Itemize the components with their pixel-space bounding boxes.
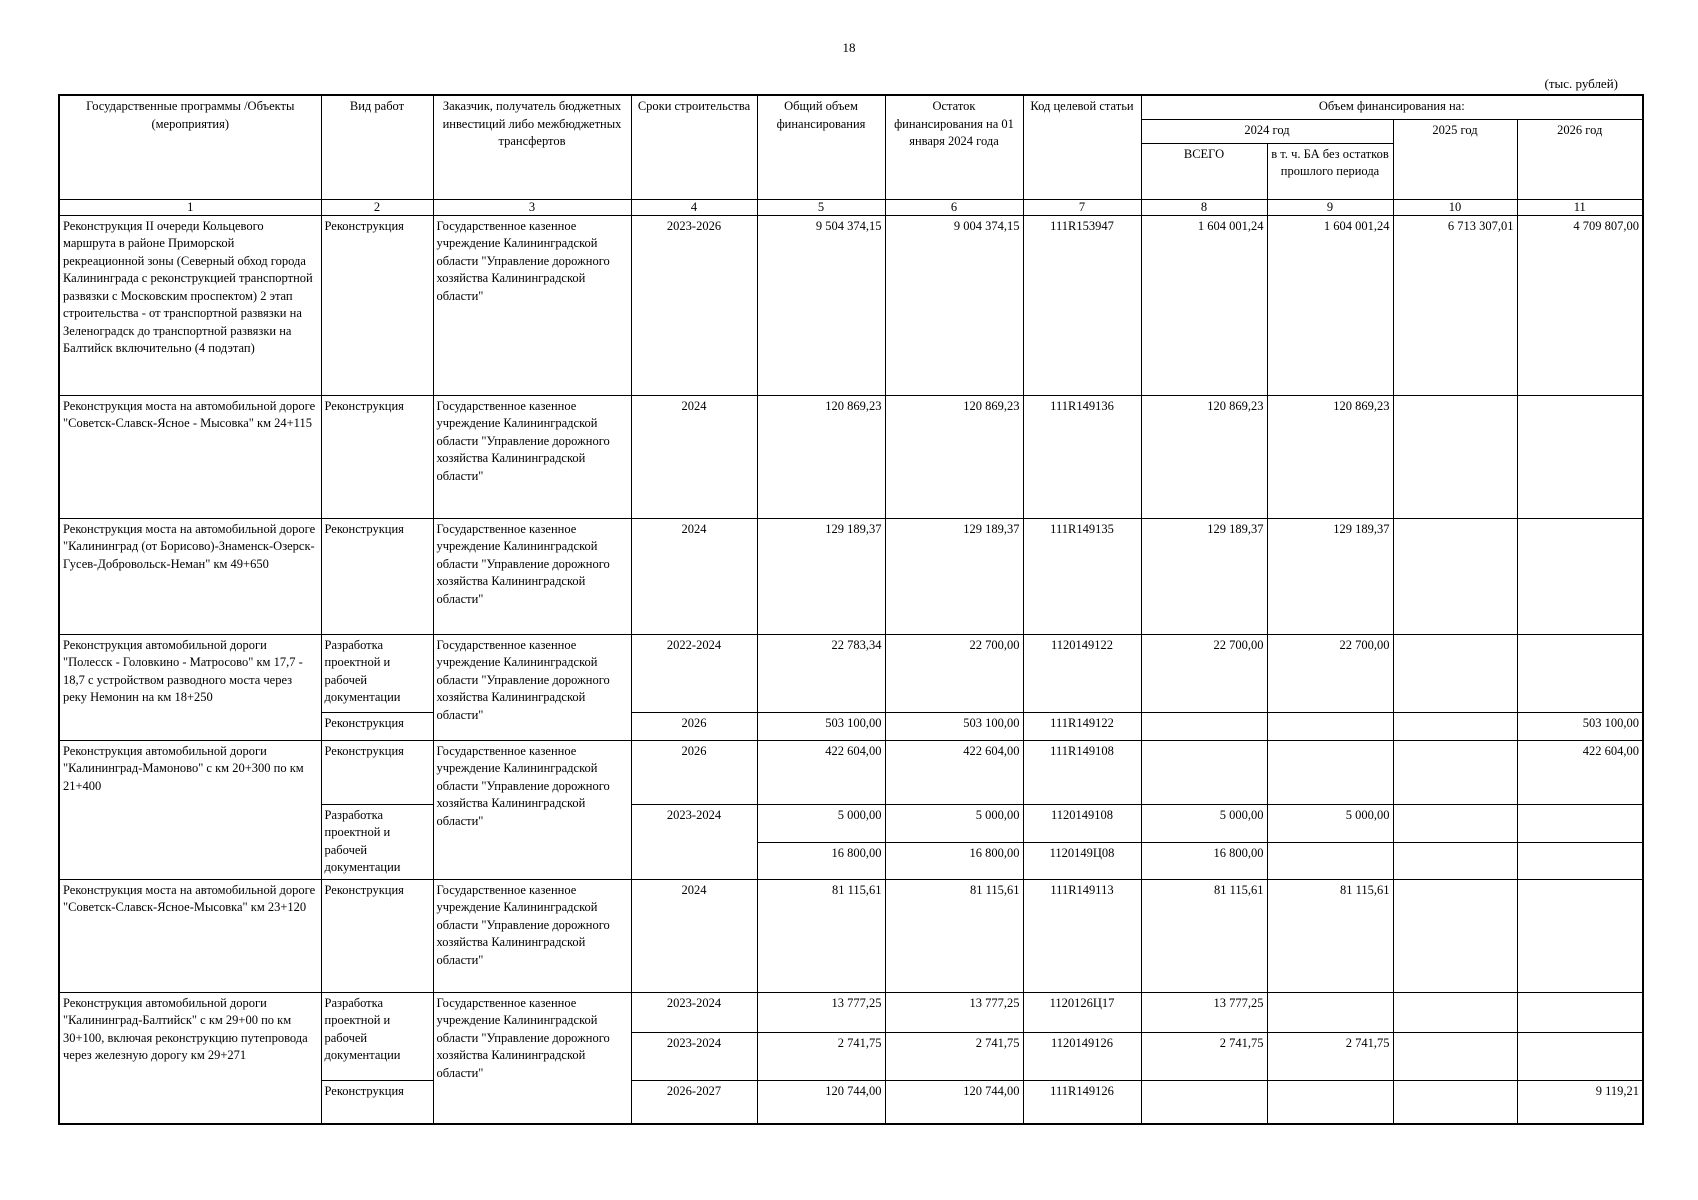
work-type: Разработка проектной и рабочей документации [321,634,433,712]
y2024-total: 129 189,37 [1141,518,1267,634]
work-type: Реконструкция [321,518,433,634]
y2025 [1393,712,1517,740]
total-financing: 5 000,00 [757,804,885,843]
object-name: Реконструкция моста на автомобильной дороге "Советск-Славск-Ясное - Мысовка" км 24+115 [59,395,321,518]
y2024-total: 81 115,61 [1141,879,1267,992]
work-type: Реконструкция [321,215,433,395]
header-programs: Государственные программы /Объекты (мероприятия) [59,95,321,199]
page-number: 18 [842,40,856,55]
header-code: Код целевой статьи [1023,95,1141,199]
period: 2023-2024 [631,1032,757,1080]
y2024-ba: 5 000,00 [1267,804,1393,843]
y2025: 6 713 307,01 [1393,215,1517,395]
y2024-total: 16 800,00 [1141,843,1267,880]
object-name: Реконструкция автомобильной дороги "Калининград-Балтийск" с км 29+00 по км 30+100, включая реконструкцию путепровода через железную дорогу км 29+271 [59,992,321,1124]
total-financing: 22 783,34 [757,634,885,712]
header-rest: Остаток финансирования на 01 января 2024 года [885,95,1023,199]
colnum: 5 [757,199,885,215]
period: 2026-2027 [631,1080,757,1124]
remaining: 9 004 374,15 [885,215,1023,395]
header-2024-total: ВСЕГО [1141,143,1267,199]
y2024-total [1141,740,1267,804]
total-financing: 129 189,37 [757,518,885,634]
work-type: Реконструкция [321,879,433,992]
y2025 [1393,740,1517,804]
colnum: 4 [631,199,757,215]
y2025 [1393,1080,1517,1124]
header-2025: 2025 год [1393,119,1517,199]
header-row-1 [59,95,1643,119]
colnum: 8 [1141,199,1267,215]
period: 2026 [631,740,757,804]
target-code: 111R149108 [1023,740,1141,804]
object-name: Реконструкция моста на автомобильной дороге "Советск-Славск-Ясное-Мысовка" км 23+120 [59,879,321,992]
header-2024-ba: в т. ч. БА без остатков прошлого периода [1267,143,1393,199]
y2026 [1517,879,1643,992]
period: 2024 [631,395,757,518]
colnum: 9 [1267,199,1393,215]
period: 2023-2024 [631,804,757,879]
total-financing: 120 869,23 [757,395,885,518]
header-2026: 2026 год [1517,119,1643,199]
work-type: Разработка проектной и рабочей документации [321,804,433,879]
y2026 [1517,843,1643,880]
customer: Государственное казенное учреждение Калининградской области "Управление дорожного хозяйства Калининградской области" [433,740,631,879]
target-code: 111R153947 [1023,215,1141,395]
header-financing: Объем финансирования на: [1141,95,1643,119]
y2024-ba [1267,992,1393,1032]
y2025 [1393,843,1517,880]
remaining: 503 100,00 [885,712,1023,740]
colnum: 6 [885,199,1023,215]
total-financing: 2 741,75 [757,1032,885,1080]
period: 2023-2026 [631,215,757,395]
work-type: Реконструкция [321,395,433,518]
y2025 [1393,634,1517,712]
remaining: 129 189,37 [885,518,1023,634]
y2024-total: 120 869,23 [1141,395,1267,518]
colnum: 11 [1517,199,1643,215]
y2024-ba: 1 604 001,24 [1267,215,1393,395]
target-code: 1120149Ц08 [1023,843,1141,880]
remaining: 81 115,61 [885,879,1023,992]
y2026: 422 604,00 [1517,740,1643,804]
target-code: 111R149136 [1023,395,1141,518]
table-row [59,518,1643,634]
remaining: 13 777,25 [885,992,1023,1032]
y2024-ba [1267,712,1393,740]
units-note: (тыс. рублей) [1544,76,1618,91]
total-financing: 120 744,00 [757,1080,885,1124]
y2024-ba: 120 869,23 [1267,395,1393,518]
header-total: Общий объем финансирования [757,95,885,199]
y2025 [1393,879,1517,992]
object-name: Реконструкция автомобильной дороги "Калининград-Мамоново" с км 20+300 по км 21+400 [59,740,321,879]
header-customer: Заказчик, получатель бюджетных инвестиций либо межбюджетных трансфертов [433,95,631,199]
customer: Государственное казенное учреждение Калининградской области "Управление дорожного хозяйства Калининградской области" [433,518,631,634]
y2025 [1393,518,1517,634]
y2026 [1517,1032,1643,1080]
customer: Государственное казенное учреждение Калининградской области "Управление дорожного хозяйства Калининградской области" [433,879,631,992]
y2024-ba: 129 189,37 [1267,518,1393,634]
y2024-total: 22 700,00 [1141,634,1267,712]
y2025 [1393,395,1517,518]
remaining: 5 000,00 [885,804,1023,843]
table-row [59,395,1643,518]
total-financing: 13 777,25 [757,992,885,1032]
remaining: 2 741,75 [885,1032,1023,1080]
y2024-ba [1267,1080,1393,1124]
remaining: 16 800,00 [885,843,1023,880]
period: 2023-2024 [631,992,757,1032]
target-code: 111R149113 [1023,879,1141,992]
y2024-total: 13 777,25 [1141,992,1267,1032]
y2024-ba: 81 115,61 [1267,879,1393,992]
remaining: 120 869,23 [885,395,1023,518]
financing-table [58,94,1644,1125]
work-type: Реконструкция [321,712,433,740]
y2026: 9 119,21 [1517,1080,1643,1124]
work-type: Разработка проектной и рабочей документации [321,992,433,1080]
y2024-ba [1267,843,1393,880]
period: 2024 [631,518,757,634]
remaining: 120 744,00 [885,1080,1023,1124]
y2026: 503 100,00 [1517,712,1643,740]
target-code: 1120149122 [1023,634,1141,712]
customer: Государственное казенное учреждение Калининградской области "Управление дорожного хозяйства Калининградской области" [433,215,631,395]
work-type: Реконструкция [321,1080,433,1124]
y2025 [1393,1032,1517,1080]
total-financing: 503 100,00 [757,712,885,740]
y2026 [1517,634,1643,712]
work-type: Реконструкция [321,740,433,804]
table-row [59,634,1643,712]
header-period: Сроки строительства [631,95,757,199]
colnum: 10 [1393,199,1517,215]
y2025 [1393,804,1517,843]
y2024-ba: 22 700,00 [1267,634,1393,712]
customer: Государственное казенное учреждение Калининградской области "Управление дорожного хозяйства Калининградской области" [433,634,631,740]
customer: Государственное казенное учреждение Калининградской области "Управление дорожного хозяйства Калининградской области" [433,395,631,518]
y2026: 4 709 807,00 [1517,215,1643,395]
period: 2022-2024 [631,634,757,712]
remaining: 22 700,00 [885,634,1023,712]
y2024-total [1141,1080,1267,1124]
period: 2026 [631,712,757,740]
table-row [59,992,1643,1032]
remaining: 422 604,00 [885,740,1023,804]
header-2024: 2024 год [1141,119,1393,143]
object-name: Реконструкция автомобильной дороги "Полесск - Головкино - Матросово" км 17,7 - 18,7 с устройством разводного моста через реку Немонин на км 18+250 [59,634,321,740]
y2024-total: 5 000,00 [1141,804,1267,843]
object-name: Реконструкция II очереди Кольцевого маршрута в районе Приморской рекреационной зоны (Северный обход города Калининграда с реконструкцией транспортной развязки с Московским проспектом) 2 этап строительства - от транспортной развязки на Зеленоградск до транспортной развязки на Балтийск включительно (4 подэтап) [59,215,321,395]
customer: Государственное казенное учреждение Калининградской области "Управление дорожного хозяйства Калининградской области" [433,992,631,1124]
y2024-ba: 2 741,75 [1267,1032,1393,1080]
y2024-total [1141,712,1267,740]
total-financing: 16 800,00 [757,843,885,880]
y2026 [1517,518,1643,634]
table-row [59,215,1643,395]
total-financing: 81 115,61 [757,879,885,992]
colnum: 7 [1023,199,1141,215]
y2026 [1517,992,1643,1032]
object-name: Реконструкция моста на автомобильной дороге "Калининград (от Борисово)-Знаменск-Озерск-Гусев-Добровольск-Неман" км 49+650 [59,518,321,634]
y2024-ba [1267,740,1393,804]
table-row [59,879,1643,992]
y2026 [1517,395,1643,518]
target-code: 1120149126 [1023,1032,1141,1080]
total-financing: 422 604,00 [757,740,885,804]
target-code: 111R149122 [1023,712,1141,740]
target-code: 1120126Ц17 [1023,992,1141,1032]
target-code: 111R149126 [1023,1080,1141,1124]
y2024-total: 1 604 001,24 [1141,215,1267,395]
colnum: 1 [59,199,321,215]
y2026 [1517,804,1643,843]
y2025 [1393,992,1517,1032]
colnum: 3 [433,199,631,215]
target-code: 1120149108 [1023,804,1141,843]
target-code: 111R149135 [1023,518,1141,634]
total-financing: 9 504 374,15 [757,215,885,395]
period: 2024 [631,879,757,992]
column-numbers-row [59,199,1643,215]
header-work-type: Вид работ [321,95,433,199]
colnum: 2 [321,199,433,215]
y2024-total: 2 741,75 [1141,1032,1267,1080]
table-row [59,740,1643,804]
